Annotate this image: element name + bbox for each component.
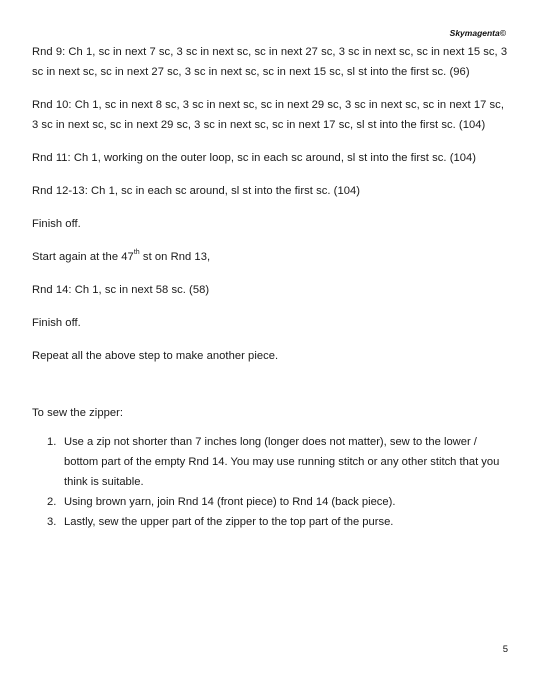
paragraph-repeat: Repeat all the above step to make another piece.: [32, 350, 279, 362]
start-again-suffix: st on Rnd 13,: [139, 251, 211, 263]
start-again-superscript: th: [133, 249, 140, 257]
step-text: Lastly, sew the upper part of the zipper to the top part of the purse.: [64, 516, 394, 528]
section-spacer: [32, 379, 510, 403]
step-number: 3.: [47, 516, 57, 528]
step-number: 1.: [47, 436, 57, 448]
step-text: Using brown yarn, join Rnd 14 (front piece) to Rnd 14 (back piece).: [64, 496, 396, 508]
zipper-heading: To sew the zipper:: [32, 407, 124, 419]
zipper-steps-list: [32, 432, 510, 532]
paragraph-rnd-11: Rnd 11: Ch 1, working on the outer loop, sc in each sc around, sl st into the first sc. (104): [32, 152, 477, 164]
zipper-step: [32, 492, 510, 512]
paragraph-rnd-9: Rnd 9: Ch 1, sc in next 7 sc, 3 sc in next sc, sc in next 27 sc, 3 sc in next sc, sc in next 15 sc, 3 sc in next sc, sc in next 27 sc, 3 sc in next sc, sc in next 15 sc, sl st into the first sc. (96): [32, 46, 508, 78]
paragraph-start-again: [32, 247, 510, 267]
zipper-step: [32, 512, 510, 532]
document-content: [32, 42, 510, 532]
step-number: 2.: [47, 496, 57, 508]
zipper-step: [32, 432, 510, 492]
step-text: Use a zip not shorter than 7 inches long (longer does not matter), sew to the lower / bottom part of the empty Rnd 14. You may use running stitch or any other stitch that you think is suitable.: [64, 436, 500, 488]
header-brand: Skymagenta©: [449, 28, 506, 38]
paragraph-rnd-14: Rnd 14: Ch 1, sc in next 58 sc. (58): [32, 284, 210, 296]
start-again-prefix: Start again at the 47: [32, 251, 134, 263]
paragraph-rnd-12-13: Rnd 12-13: Ch 1, sc in each sc around, sl st into the first sc. (104): [32, 185, 361, 197]
page-number: 5: [502, 644, 508, 655]
paragraph-rnd-10: Rnd 10: Ch 1, sc in next 8 sc, 3 sc in next sc, sc in next 29 sc, 3 sc in next sc, sc in next 17 sc, 3 sc in next sc, sc in next 29 sc, 3 sc in next sc, sc in next 17 sc, sl st into the first sc. (104): [32, 99, 504, 131]
paragraph-finish-off-1: Finish off.: [32, 218, 81, 230]
paragraph-finish-off-2: Finish off.: [32, 317, 81, 329]
